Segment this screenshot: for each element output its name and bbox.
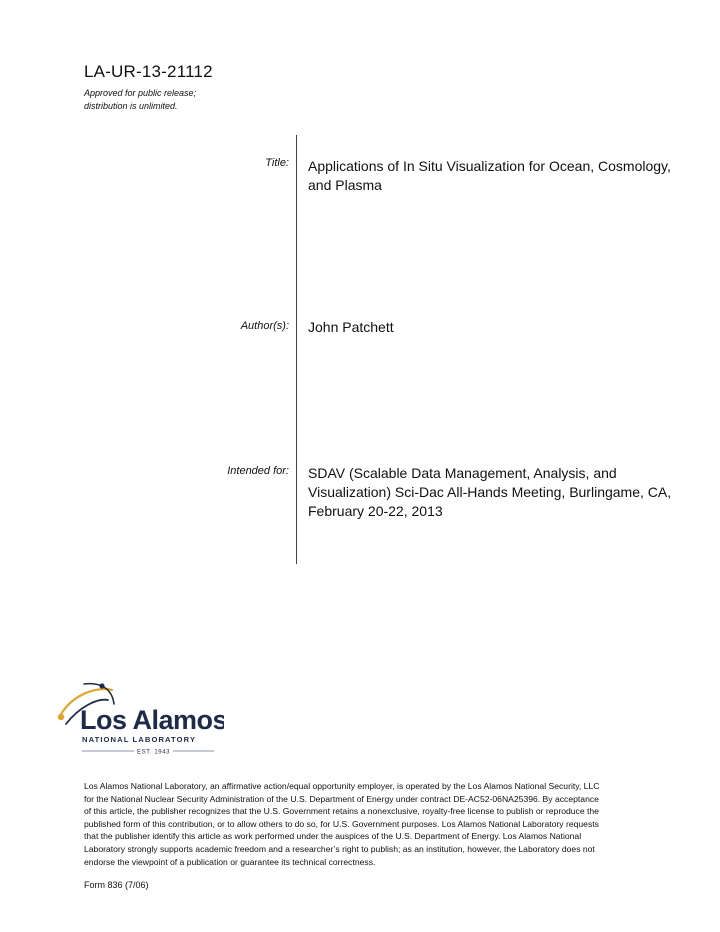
vertical-divider — [296, 135, 297, 564]
disclaimer-line: Los Alamos National Laboratory, an affirmative action/equal opportunity employer, is operated by the Los Alamos National Security, LLC — [84, 781, 600, 791]
release-note-line: Approved for public release; — [84, 88, 197, 98]
disclaimer — [84, 780, 664, 868]
authors-value: John Patchett — [308, 319, 394, 335]
authors-label: Author(s): — [240, 320, 289, 332]
logo-established: EST. 1943 — [137, 749, 171, 756]
atom-icon — [54, 680, 224, 760]
title-line: Applications of In Situ Visualization for Ocean, Cosmology, — [308, 158, 671, 174]
release-note — [84, 87, 196, 113]
intended-for-value — [308, 464, 688, 521]
intended-for-line: SDAV (Scalable Data Management, Analysis, and — [308, 465, 617, 481]
intended-for-line: Visualization) Sci-Dac All-Hands Meeting, Burlingame, CA, — [308, 484, 672, 500]
disclaimer-line: that the publisher identify this article as work performed under the auspices of the U.S. Department of Energy. Los Alamos National — [84, 831, 582, 842]
disclaimer-line: for the National Nuclear Security Administration of the U.S. Department of Energy under contract DE-AC52-06NA25396. By acceptance — [84, 793, 599, 804]
form-number: Form 836 (7/06) — [84, 880, 149, 890]
title-value — [308, 157, 688, 195]
disclaimer-line: endorse the viewpoint of a publication or guarantee its technical correctness. — [84, 856, 376, 867]
title-line: and Plasma — [308, 177, 382, 193]
release-note-line: distribution is unlimited. — [84, 101, 178, 111]
title-label: Title: — [265, 157, 289, 169]
report-number: LA-UR-13-21112 — [84, 62, 213, 81]
disclaimer-line: published form of this contribution, or to allow others to do so, for U.S. Government purposes. Los Alamos National Laboratory requests — [84, 818, 599, 829]
disclaimer-line: of this article, the publisher recognizes that the U.S. Government retains a nonexclusive, royalty-free license to publish or reproduce the — [84, 806, 599, 817]
los-alamos-logo — [54, 680, 224, 760]
logo-subtitle: NATIONAL LABORATORY — [82, 735, 197, 744]
intended-for-label: Intended for: — [227, 465, 289, 477]
disclaimer-line: Laboratory strongly supports academic freedom and a researcher’s right to publish; as an institution, however, the Laboratory does not — [84, 843, 595, 854]
logo-name: Los Alamos — [80, 705, 224, 735]
intended-for-line: February 20-22, 2013 — [308, 503, 443, 519]
